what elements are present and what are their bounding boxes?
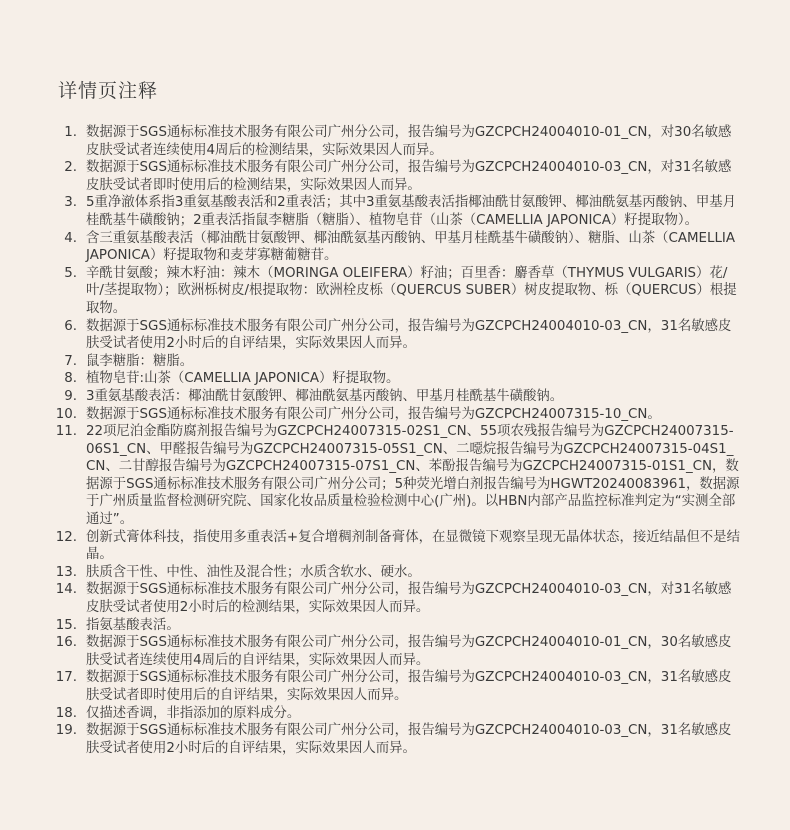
footnote-item (50, 722, 740, 757)
footnote-text: 仅描述香调，非指添加的原料成分。 (86, 705, 301, 721)
footnote-text: 3重氨基酸表活：椰油酰甘氨酸钾、椰油酰氨基丙酸钠、甲基月桂酰基牛磺酸钠。 (86, 388, 564, 404)
footnote-number: 3. (64, 195, 77, 211)
footnote-number: 15. (55, 617, 77, 633)
footnote-number: 1. (64, 125, 77, 140)
footnote-item (50, 564, 740, 582)
footnote-number: 13. (55, 564, 77, 580)
footnote-item (50, 423, 740, 529)
footnote-text: 数据源于SGS通标标准技术服务有限公司广州分公司，报告编号为GZCPCH24004010-01_CN，对30名敏感皮肤受试者连续使用4周后的检测结果，实际效果因人而异。 (86, 125, 732, 158)
footnote-item (50, 669, 740, 704)
footnote-number: 11. (55, 424, 77, 440)
footnote-text: 数据源于SGS通标标准技术服务有限公司广州分公司，报告编号为GZCPCH24004010-01_CN，30名敏感皮肤受试者连续使用4周后的自评结果，实际效果因人而异。 (86, 635, 732, 668)
footnote-item (50, 406, 740, 424)
footnote-item (50, 265, 740, 318)
footnote-item (50, 318, 740, 353)
footnote-item (50, 581, 740, 616)
footnote-text: 数据源于SGS通标标准技术服务有限公司广州分公司，报告编号为GZCPCH24004010-03_CN，31名敏感皮肤受试者即时使用后的自评结果，实际效果因人而异。 (86, 670, 732, 703)
footnote-number: 9. (64, 388, 77, 404)
footnote-text: 指氨基酸表活。 (86, 617, 180, 633)
footnote-item (50, 617, 740, 635)
footnote-number: 2. (64, 160, 77, 176)
footnote-number: 6. (64, 318, 77, 334)
footnote-number: 19. (55, 723, 77, 739)
footnote-number: 10. (55, 406, 77, 422)
footnote-text: 鼠李糖脂：糖脂。 (86, 353, 194, 369)
footnote-text: 数据源于SGS通标标准技术服务有限公司广州分公司，报告编号为GZCPCH24004010-03_CN，31名敏感皮肤受试者使用2小时后的自评结果，实际效果因人而异。 (86, 318, 732, 352)
footnote-number: 17. (55, 670, 77, 686)
footnote-item (50, 370, 740, 388)
footnote-text: 数据源于SGS通标标准技术服务有限公司广州分公司，报告编号为GZCPCH24004010-03_CN，对31名敏感皮肤受试者使用2小时后的检测结果，实际效果因人而异。 (86, 582, 732, 616)
footnote-text: 数据源于SGS通标标准技术服务有限公司广州分公司，报告编号为GZCPCH24004010-03_CN，对31名敏感皮肤受试者即时使用后的检测结果，实际效果因人而异。 (86, 160, 732, 193)
footnote-number: 12. (55, 529, 77, 545)
footnote-list (50, 124, 740, 757)
footnote-text: 22项尼泊金酯防腐剂报告编号为GZCPCH24007315-02S1_CN、55项农残报告编号为GZCPCH24007315-06S1_CN、甲醛报告编号为GZCPCH24007315-05S1_CN、二噁烷报告编号为GZCPCH24007315-04S1_CN、二甘醇报告编号为GZCPCH24007315-07S1_CN、苯酚报告编号为GZCPCH24007315-01S1_CN，数据源于SGS通标标准技术服务有限公司广州分公司；5种荧光增白剂报告编号为HGWT20240083961，数据源于广州质量监督检测研究院、国家化妆品质量检验检测中心(广州)。以HBN内部产品监控标准判定为“实测全部通过”。 (86, 424, 740, 528)
footnote-text: 数据源于SGS通标标准技术服务有限公司广州分公司，报告编号为GZCPCH24007315-10_CN。 (86, 406, 661, 422)
footnote-number: 5. (64, 265, 77, 281)
footnote-number: 4. (64, 230, 77, 246)
footnote-number: 14. (55, 582, 77, 598)
footnote-text: 含三重氨基酸表活（椰油酰甘氨酸钾、椰油酰氨基丙酸钠、甲基月桂酰基牛磺酸钠）、糖脂、山茶（CAMELLIA JAPONICA）籽提取物和麦芽寡糖葡糖苷。 (86, 230, 736, 264)
footnote-item (50, 353, 740, 371)
footnote-number: 8. (64, 371, 77, 387)
footnote-text: 植物皂苷:山茶（CAMELLIA JAPONICA）籽提取物。 (86, 371, 400, 387)
footnote-text: 辛酰甘氨酸；辣木籽油：辣木（MORINGA OLEIFERA）籽油；百里香：麝香草（THYMUS VULGARIS）花/叶/茎提取物）；欧洲栎树皮/根提取物：欧洲栓皮栎（QUERCUS SUBER）树皮提取物、栎（QUERCUS）根提取物。 (86, 265, 737, 316)
footnote-number: 16. (55, 635, 77, 651)
footnote-item (50, 705, 740, 723)
footnote-item (50, 230, 740, 265)
footnote-number: 18. (55, 705, 77, 721)
footnote-item (50, 634, 740, 669)
footnote-item (50, 194, 740, 229)
footnote-text: 5重净澈体系指3重氨基酸表活和2重表活；其中3重氨基酸表活指椰油酰甘氨酸钾、椰油酰氨基丙酸钠、甲基月桂酰基牛磺酸钠；2重表活指鼠李糖脂（糖脂）、植物皂苷（山茶（CAMELLIA JAPONICA）籽提取物）。 (86, 195, 737, 228)
page-title: 详情页注释 (58, 80, 159, 102)
footnote-text: 创新式膏体科技，指使用多重表活+复合增稠剂制备膏体，在显微镜下观察呈现无晶体状态，接近结晶但不是结晶。 (86, 529, 740, 563)
footnote-number: 7. (64, 353, 77, 369)
footnote-text: 数据源于SGS通标标准技术服务有限公司广州分公司，报告编号为GZCPCH24004010-03_CN，31名敏感皮肤受试者使用2小时后的自评结果，实际效果因人而异。 (86, 723, 732, 756)
footnote-item (50, 124, 740, 159)
footnote-text: 肤质含干性、中性、油性及混合性；水质含软水、硬水。 (86, 564, 421, 580)
footnote-item (50, 159, 740, 194)
footnote-item (50, 388, 740, 406)
footnote-item (50, 529, 740, 564)
